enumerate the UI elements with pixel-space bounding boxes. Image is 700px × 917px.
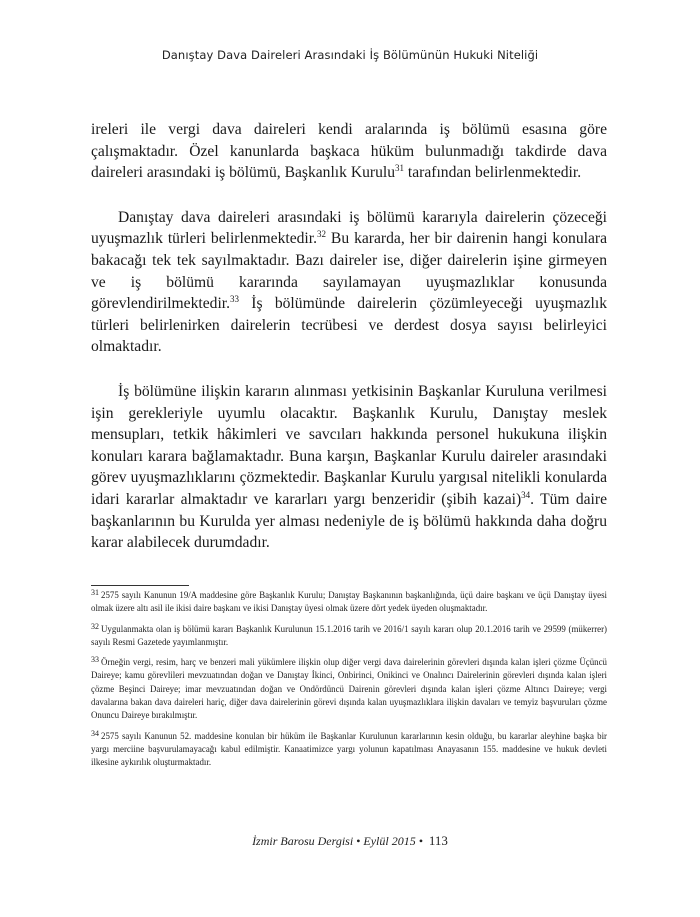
- paragraph-text: ireleri ile vergi dava daireleri kendi aralarında iş bölümü esasına göre çalışmaktadır. Özel kanunlarda başkaca hüküm bulunmadığı takdirde dava daireleri arasındaki iş bölümü, Başkanlık Kurulu: [91, 121, 607, 182]
- main-text: [91, 119, 607, 577]
- footnotes-section: [91, 589, 607, 777]
- journal-name: İzmir Barosu Dergisi • Eylül 2015 •: [252, 834, 423, 848]
- footnote-number: 34: [91, 728, 99, 738]
- footnote-number: 33: [91, 655, 99, 665]
- footnote-text: Örneğin vergi, resim, harç ve benzeri mali yükümlere ilişkin olup diğer vergi dava dairelerinin görevleri dışında kalan işleri çözme Üçüncü Daireye; kamu görevlileri mevzuatından doğan ve Danıştay İkinci, Onbirinci, Onikinci ve Onalıncı Dairelerinin görevleri dışında kalan işleri çözme Beşinci Daireye; imar mevzuatından doğan ve Ondördüncü Dairenin görevleri dışında kalan işleri çözme Altıncı Daireye; vergi davalarına bakan dava daireleri hariç, diğer dava dairelerinin görevi dışında kalan uyuşmazlıklara ilişkin davaları ve temyiz başvuruları çözme Onuncu Daireye bırakılmıştır.: [91, 657, 607, 721]
- footnote-31: [91, 589, 607, 616]
- paragraph-text: İş bölümünde dairelerin çözümleyeceği uyuşmazlık türleri belirlenirken dairelerin tecrübesi ve derdest dosya sayısı belirleyici olmaktadır.: [91, 295, 607, 356]
- footnote-text: Uygulanmakta olan iş bölümü kararı Başkanlık Kurulunun 15.1.2016 tarih ve 2016/1 sayılı kararı olup 20.1.2016 tarih ve 29599 (mükerrer) sayılı Resmi Gazetede yayımlanmıştır.: [91, 623, 607, 647]
- page-number: 113: [428, 833, 448, 848]
- running-header-title: Danıştay Dava Daireleri Arasındaki İş Bölümünün Hukuki Niteliği: [161, 48, 539, 62]
- paragraph: [91, 207, 607, 358]
- paragraph: [91, 381, 607, 554]
- footnote-number: 32: [91, 621, 99, 631]
- footnote-divider: [91, 585, 189, 586]
- paragraph-text: Bu kararda, her bir dairenin hangi konulara bakacağı tek tek sayılmaktadır. Bazı daireler ise, diğer dairelerin işine girmeyen ve iş bölümü kararında sayılamayan uyuşmazlıklar konusunda görevlendirilmektedir.: [91, 230, 607, 313]
- paragraph-text: Danıştay dava daireleri arasındaki iş bölümü kararıyla dairelerin çözeceği uyuşmazlık türleri belirlenmektedir.: [91, 208, 607, 248]
- footnote-ref[interactable]: 32: [316, 229, 326, 240]
- footnote-34: [91, 730, 607, 770]
- footnote-text: 2575 sayılı Kanunun 52. maddesine konulan bir hüküm ile Başkanlar Kurulunun kararlarının kesin olduğu, bu kararlar aleyhine başka bir yargı merciine başvurulamayacağı kabul edilmiştir. Kanaatimizce yargı yolunun kapatılması Anayasanın 155. maddesine ve hukuk devleti ilkesine aykırılık oluşturmaktadır.: [91, 730, 607, 768]
- footnote-ref[interactable]: 33: [230, 294, 240, 305]
- footnote-number: 31: [91, 588, 99, 597]
- footnote-32: [91, 623, 607, 650]
- page-footer: [0, 833, 700, 849]
- footnote-ref[interactable]: 34: [521, 489, 531, 500]
- paragraph: [91, 119, 607, 184]
- paragraph-text: İş bölümüne ilişkin kararın alınması yetkisinin Başkanlar Kuruluna verilmesi işin gerekleriyle uyumlu olacaktır. Başkanlık Kurulu, Danıştay meslek mensupları, tetkik hâkimleri ve savcıları hakkında personel hukukuna ilişkin konuları karara bağlamaktadır. Buna karşın, Başkanlar Kurulu daireler arasındaki görev uyuşmazlıklarını çözmektedir. Başkanlar Kurulu yargısal nitelikli konularda idari kararlar almaktadır ve kararları yargı benzeridir (şibih kazai): [91, 382, 607, 508]
- paragraph-text: . Tüm daire başkanlarının bu Kurulda yer alması nedeniyle de iş bölümü hakkında daha doğru karar alabilecek durumdadır.: [91, 490, 607, 552]
- footnote-ref[interactable]: 31: [395, 163, 405, 174]
- footnote-text: 2575 sayılı Kanunun 19/A maddesine göre Başkanlık Kurulu; Danıştay Başkanının başkanlığında, üçü daire başkanı ve üçü Danıştay üyesi olmak üzere altı asil ile ikisi daire başkanı ve ikisi Danıştay üyesi olmak üzere dört yedek üyeden oluşmaktadır.: [91, 590, 607, 614]
- paragraph-text: tarafından belirlenmektedir.: [404, 164, 582, 182]
- footnote-33: [91, 656, 607, 722]
